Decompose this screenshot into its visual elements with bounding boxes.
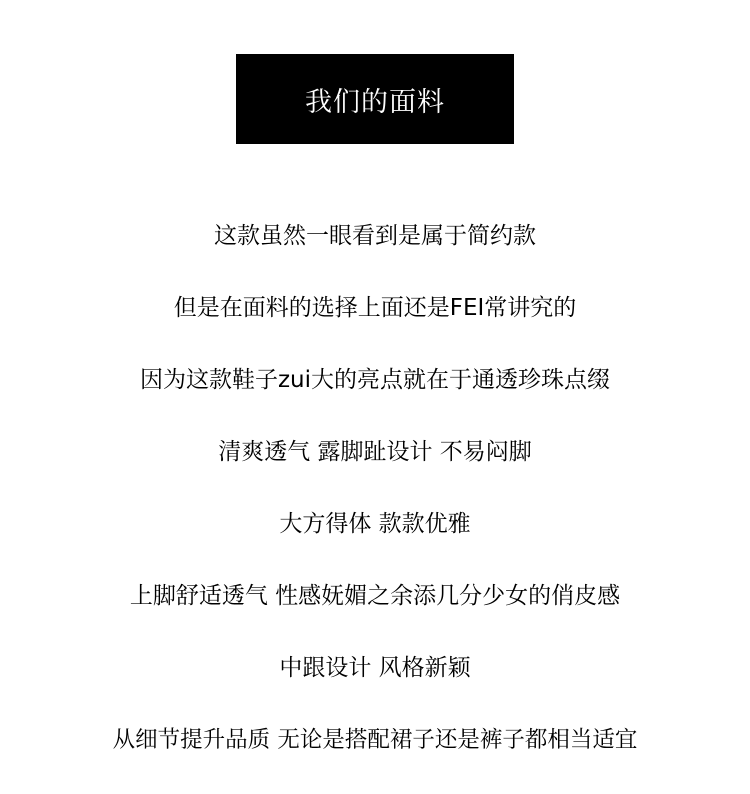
description-line-5: 大方得体 款款优雅: [279, 511, 471, 537]
page-title: 我们的面料: [305, 86, 445, 118]
description-line-8: 从细节提升品质 无论是搭配裙子还是裤子都相当适宜: [112, 727, 638, 753]
description-line-3: 因为这款鞋子zui大的亮点就在于通透珍珠点缀: [139, 367, 611, 393]
description-line-2: 但是在面料的选择上面还是FEI常讲究的: [173, 295, 577, 321]
title-banner: [236, 54, 514, 144]
description-line-7: 中跟设计 风格新颖: [279, 655, 471, 681]
description-line-6: 上脚舒适透气 性感妩媚之余添几分少女的俏皮感: [129, 583, 621, 609]
description-line-4: 清爽透气 露脚趾设计 不易闷脚: [218, 439, 532, 465]
description-line-1: 这款虽然一眼看到是属于简约款: [214, 223, 536, 249]
